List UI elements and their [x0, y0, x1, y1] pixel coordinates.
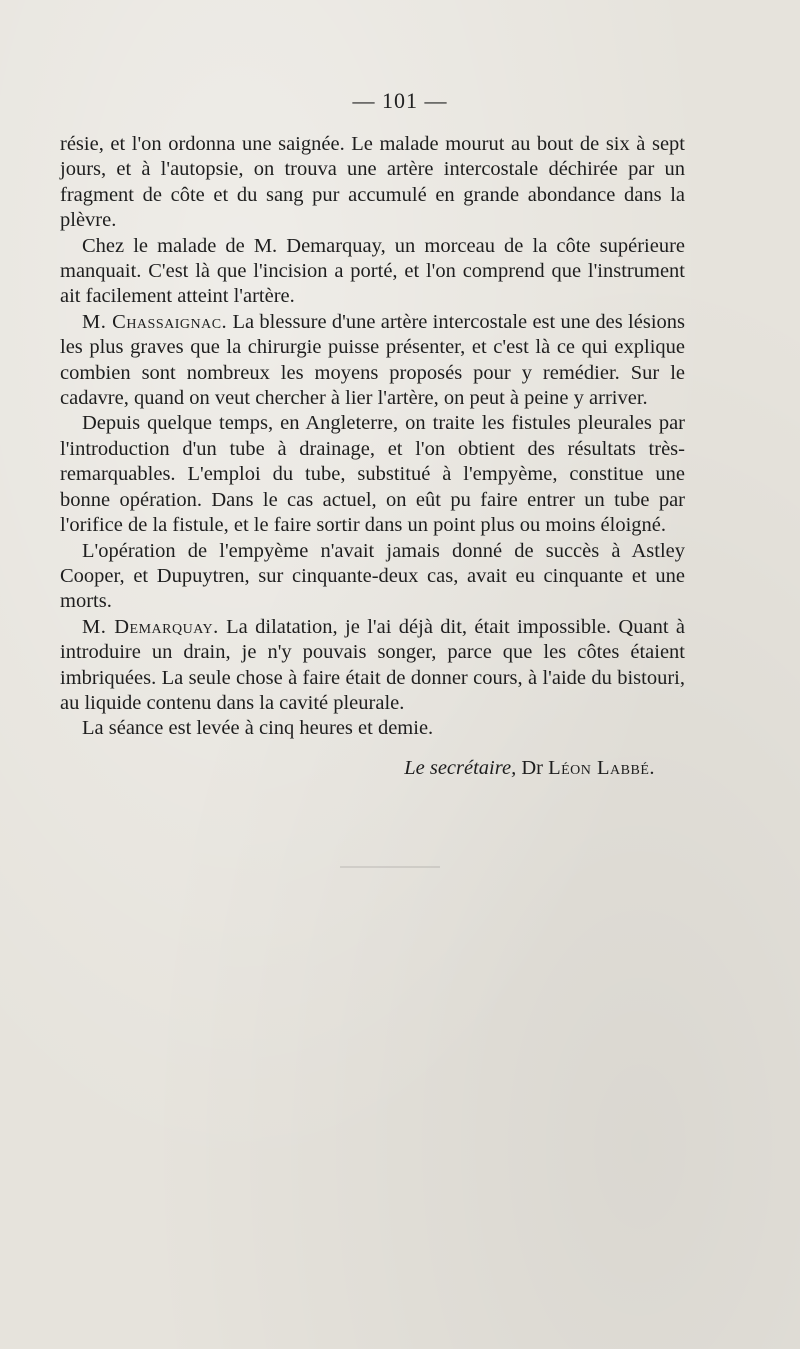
paragraph-text: résie, et l'on ordonna une saignée. Le malade mourut au bout de six à sept jours, et à l'autopsie, on trouva une artère intercostale déchirée par un fragment de côte et du sang pur accumulé en grande abondance dans la plèvre. [60, 133, 685, 232]
document-body [60, 132, 685, 781]
paragraph-text: Chez le malade de M. Demarquay, un morceau de la côte supérieure manquait. C'est là que l'incision a porté, et l'on comprend que l'instrument ait facilement atteint l'artère. [60, 234, 685, 308]
paragraph [60, 411, 685, 538]
signature-title: Dr [521, 756, 543, 779]
paragraph-text: La séance est levée à cinq heures et demie. [82, 717, 434, 740]
speaker-name: M. Chassaignac. [82, 310, 228, 333]
paragraph [60, 539, 685, 615]
paragraph-text: L'opération de l'empyème n'avait jamais donné de succès à Astley Cooper, et Dupuytren, sur cinquante-deux cas, avait eu cinquante et une morts. [60, 539, 685, 613]
signature-name: Léon Labbé. [548, 756, 655, 779]
paragraph [60, 234, 685, 310]
page-number: — 101 — [352, 88, 448, 113]
paragraph-text: La dilatation, je l'ai déjà dit, était impossible. Quant à introduire un drain, je n'y pouvais songer, parce que les côtes étaient imbriquées. La seule chose à faire était de donner cours, à l'aide du bistouri, au liquide contenu dans la cavité pleurale. [60, 615, 685, 714]
paragraph [60, 310, 685, 412]
paragraph [60, 716, 685, 741]
bleed-rule [340, 866, 440, 868]
speaker-name: M. Demarquay. [82, 615, 219, 638]
paragraph-text: La blessure d'une artère intercostale est une des lésions les plus graves que la chirurgie puisse présenter, et c'est là ce qui explique combien sont nombreux les moyens proposés pour y remédier. Sur le cadavre, quand on veut chercher à lier l'artère, on peut à peine y arriver. [60, 310, 685, 410]
signature-role: Le secrétaire, [404, 756, 517, 779]
signature [60, 756, 685, 781]
bleed-through-texture [70, 860, 710, 876]
paragraph [60, 132, 685, 234]
paragraph [60, 615, 685, 717]
paragraph-text: Depuis quelque temps, en Angleterre, on traite les fistules pleurales par l'introduction d'un tube à drainage, et l'on obtient des résultats très-remarquables. L'emploi du tube, substitué à l'empyème, constitue une bonne opération. Dans le cas actuel, on eût pu faire entrer un tube par l'orifice de la fistule, et le faire sortir dans un point plus ou moins éloigné. [60, 412, 685, 537]
